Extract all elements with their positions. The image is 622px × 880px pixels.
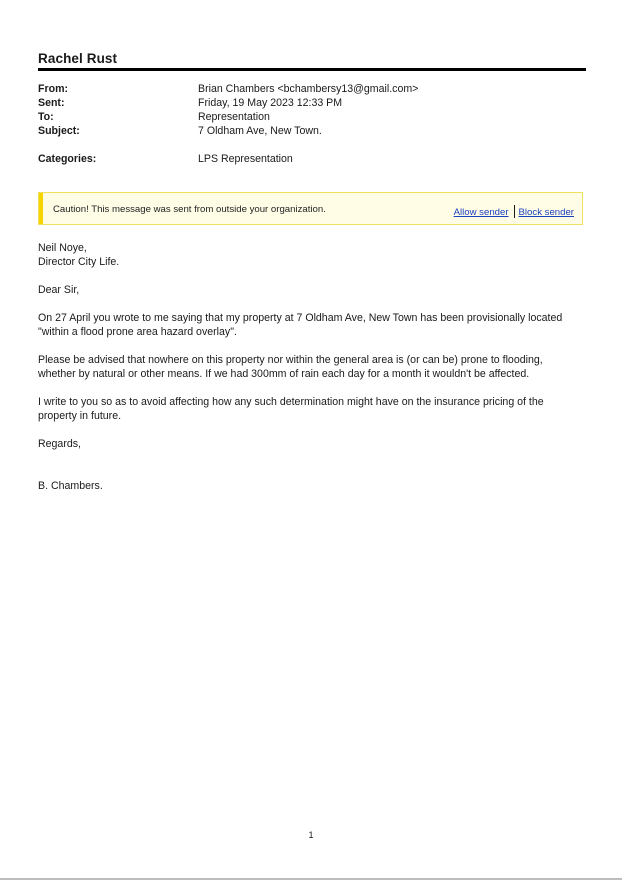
categories-label: Categories: <box>38 153 97 165</box>
subject-row <box>38 124 586 138</box>
signature: B. Chambers. <box>38 480 103 492</box>
salutation: Dear Sir, <box>38 284 80 296</box>
email-body <box>38 241 583 493</box>
sent-value: Friday, 19 May 2023 12:33 PM <box>198 97 343 109</box>
allow-sender-link[interactable]: Allow sender <box>453 207 509 218</box>
from-value: Brian Chambers <bchambersy13@gmail.com> <box>198 83 419 95</box>
paragraph-2-line-1: Please be advised that nowhere on this property nor within the general area is (or can be) prone to flooding, <box>38 354 543 366</box>
paragraph-1-line-2: "within a flood prone area hazard overlay". <box>38 326 237 338</box>
subject-label: Subject: <box>38 125 80 137</box>
page-number: 1 <box>308 830 314 840</box>
paragraph-1-line-1: On 27 April you wrote to me saying that my property at 7 Oldham Ave, New Town has been provisionally located <box>38 312 563 324</box>
categories-value: LPS Representation <box>198 153 293 165</box>
sent-row <box>38 96 586 110</box>
link-divider <box>514 205 515 218</box>
categories-row <box>38 152 586 166</box>
from-row <box>38 82 586 96</box>
sent-label: Sent: <box>38 97 65 109</box>
paragraph-2-line-2: whether by natural or other means. If we had 300mm of rain each day for a month it wouldn't be affected. <box>38 368 530 380</box>
subject-value: 7 Oldham Ave, New Town. <box>198 125 322 137</box>
caution-message: Caution! This message was sent from outside your organization. <box>53 204 326 215</box>
to-row <box>38 110 586 124</box>
to-label: To: <box>38 111 54 123</box>
from-label: From: <box>38 83 69 95</box>
external-sender-banner <box>38 192 583 225</box>
mailbox-owner-name: Rachel Rust <box>38 51 118 66</box>
paragraph-3-line-1: I write to you so as to avoid affecting how any such determination might have on the insurance pricing of the <box>38 396 544 408</box>
recipient-title: Director City Life. <box>38 256 120 268</box>
to-value: Representation <box>198 111 270 123</box>
closing: Regards, <box>38 438 81 450</box>
recipient-name: Neil Noye, <box>38 242 87 254</box>
sender-actions <box>454 205 574 218</box>
block-sender-link[interactable]: Block sender <box>518 207 574 218</box>
header-divider <box>38 68 586 71</box>
paragraph-3-line-2: property in future. <box>38 410 122 422</box>
caution-accent-bar <box>39 193 43 224</box>
